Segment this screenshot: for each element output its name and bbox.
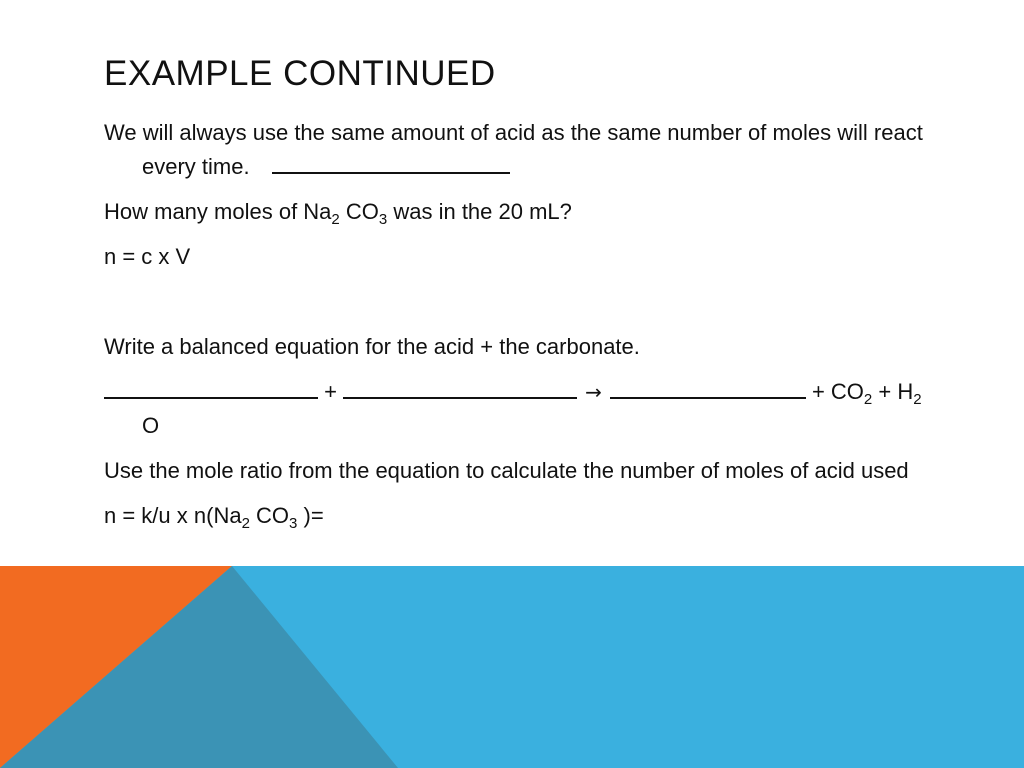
subscript-na-final: 2 xyxy=(241,515,250,532)
paragraph-same-amount xyxy=(104,116,944,184)
formula-text: n = c x V xyxy=(104,244,191,269)
equation-co: + CO xyxy=(805,379,864,404)
slide-body xyxy=(104,116,944,544)
orange-triangle xyxy=(0,566,232,768)
subscript-co: 3 xyxy=(378,211,388,228)
moles-question-prefix: How many moles of Na xyxy=(104,199,332,224)
mole-ratio-text: Use the mole ratio from the equation to calculate the number of moles of acid used xyxy=(104,458,909,483)
same-amount-text: We will always use the same amount of acid as the same number of moles will react every time. xyxy=(104,120,923,179)
final-formula-suffix: )= xyxy=(297,503,324,528)
paragraph-moles-question xyxy=(104,195,944,229)
paragraph-mole-ratio xyxy=(104,454,944,488)
slide-title: EXAMPLE CONTINUED xyxy=(104,54,496,93)
equation-h: + H xyxy=(872,379,914,404)
paragraph-final-formula xyxy=(104,499,944,533)
moles-question-suffix: was in the 20 mL? xyxy=(387,199,572,224)
paragraph-equation-blanks xyxy=(104,375,944,443)
subscript-na: 2 xyxy=(331,211,340,228)
equation-plus: + xyxy=(318,379,344,404)
answer-blank-carbonate xyxy=(343,375,577,399)
answer-blank-salt xyxy=(610,375,806,399)
moles-question-co: CO xyxy=(339,199,379,224)
final-formula-prefix: n = k/u x n(Na xyxy=(104,503,242,528)
equation-o: O xyxy=(142,413,160,438)
subscript-co-final: 3 xyxy=(289,515,298,532)
write-equation-text: Write a balanced equation for the acid + the carbonate. xyxy=(104,334,640,359)
paragraph-formula xyxy=(104,240,944,274)
answer-blank-1 xyxy=(272,150,510,174)
subscript-h2: 2 xyxy=(913,391,922,408)
blue-band xyxy=(0,566,1024,768)
subscript-co2: 2 xyxy=(863,391,873,408)
paragraph-write-equation xyxy=(104,330,944,364)
right-arrow-icon: → xyxy=(585,380,602,404)
dark-blue-triangle xyxy=(0,566,398,768)
answer-blank-acid xyxy=(104,375,318,399)
final-formula-co: CO xyxy=(249,503,290,528)
empty-line xyxy=(104,285,944,319)
